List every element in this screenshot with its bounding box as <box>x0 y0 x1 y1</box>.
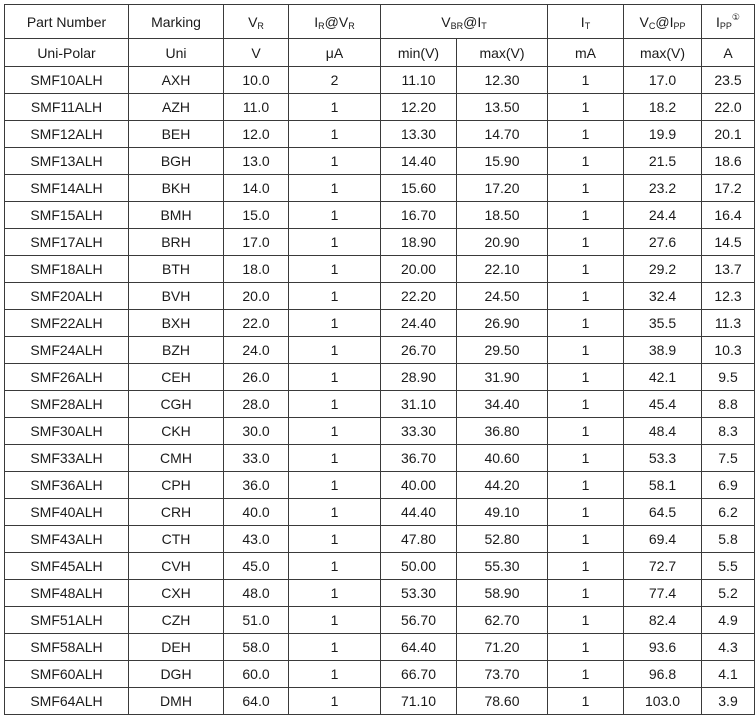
cell-ipp: 10.3 <box>702 337 755 364</box>
cell-part-number: SMF64ALH <box>5 688 129 715</box>
cell-vbr-min: 13.30 <box>381 121 457 148</box>
cell-part-number: SMF24ALH <box>5 337 129 364</box>
cell-marking: BTH <box>129 256 224 283</box>
table-row <box>5 67 755 94</box>
cell-vbr-min: 36.70 <box>381 445 457 472</box>
cell-it: 1 <box>548 310 624 337</box>
cell-vbr-min: 31.10 <box>381 391 457 418</box>
cell-vbr-max: 78.60 <box>457 688 548 715</box>
cell-it: 1 <box>548 418 624 445</box>
cell-vr: 18.0 <box>224 256 289 283</box>
cell-vc: 48.4 <box>624 418 702 445</box>
cell-vr: 58.0 <box>224 634 289 661</box>
cell-ir: 1 <box>289 418 381 445</box>
table-row <box>5 175 755 202</box>
cell-part-number: SMF51ALH <box>5 607 129 634</box>
header-row <box>5 5 755 39</box>
cell-it: 1 <box>548 121 624 148</box>
table-row <box>5 364 755 391</box>
cell-marking: CTH <box>129 526 224 553</box>
cell-ir: 1 <box>289 310 381 337</box>
cell-vbr-min: 64.40 <box>381 634 457 661</box>
cell-vbr-max: 15.90 <box>457 148 548 175</box>
cell-vbr-max: 20.90 <box>457 229 548 256</box>
unit-ipp: A <box>702 39 755 67</box>
cell-marking: CEH <box>129 364 224 391</box>
cell-marking: CGH <box>129 391 224 418</box>
spec-table <box>4 4 755 715</box>
cell-ir: 1 <box>289 256 381 283</box>
cell-it: 1 <box>548 229 624 256</box>
cell-vr: 33.0 <box>224 445 289 472</box>
cell-vbr-min: 44.40 <box>381 499 457 526</box>
cell-ipp: 5.5 <box>702 553 755 580</box>
cell-ir: 1 <box>289 661 381 688</box>
cell-vr: 10.0 <box>224 67 289 94</box>
cell-ir: 1 <box>289 391 381 418</box>
cell-part-number: SMF60ALH <box>5 661 129 688</box>
cell-it: 1 <box>548 688 624 715</box>
cell-vbr-min: 24.40 <box>381 310 457 337</box>
cell-ipp: 11.3 <box>702 310 755 337</box>
table-row <box>5 634 755 661</box>
cell-part-number: SMF36ALH <box>5 472 129 499</box>
cell-vc: 42.1 <box>624 364 702 391</box>
cell-part-number: SMF20ALH <box>5 283 129 310</box>
cell-vr: 20.0 <box>224 283 289 310</box>
cell-vr: 40.0 <box>224 499 289 526</box>
table-row <box>5 310 755 337</box>
cell-ir: 1 <box>289 229 381 256</box>
header-ir-at-vr: $I_R@V_R$ <box>289 5 381 39</box>
cell-vr: 15.0 <box>224 202 289 229</box>
unit-it: mA <box>548 39 624 67</box>
cell-it: 1 <box>548 67 624 94</box>
cell-part-number: SMF22ALH <box>5 310 129 337</box>
table-row <box>5 94 755 121</box>
cell-vbr-min: 11.10 <box>381 67 457 94</box>
table-row <box>5 391 755 418</box>
cell-vc: 45.4 <box>624 391 702 418</box>
cell-marking: BVH <box>129 283 224 310</box>
cell-vbr-min: 15.60 <box>381 175 457 202</box>
cell-marking: DMH <box>129 688 224 715</box>
table-body <box>5 67 755 715</box>
cell-vr: 17.0 <box>224 229 289 256</box>
header-ipp: $I_{PP}^①$ <box>702 5 755 39</box>
cell-vbr-max: 18.50 <box>457 202 548 229</box>
header-vbr-at-it: $V_{BR}@I_T$ <box>381 5 548 39</box>
cell-ipp: 17.2 <box>702 175 755 202</box>
cell-it: 1 <box>548 607 624 634</box>
cell-part-number: SMF12ALH <box>5 121 129 148</box>
cell-vr: 13.0 <box>224 148 289 175</box>
cell-vc: 72.7 <box>624 553 702 580</box>
cell-ipp: 4.1 <box>702 661 755 688</box>
cell-vbr-max: 49.10 <box>457 499 548 526</box>
cell-vr: 22.0 <box>224 310 289 337</box>
cell-ipp: 5.2 <box>702 580 755 607</box>
unit-vc: max(V) <box>624 39 702 67</box>
cell-vc: 23.2 <box>624 175 702 202</box>
table-row <box>5 121 755 148</box>
cell-vbr-min: 53.30 <box>381 580 457 607</box>
table-row <box>5 202 755 229</box>
cell-ir: 1 <box>289 688 381 715</box>
cell-vc: 58.1 <box>624 472 702 499</box>
cell-marking: CXH <box>129 580 224 607</box>
cell-vbr-max: 29.50 <box>457 337 548 364</box>
cell-ipp: 14.5 <box>702 229 755 256</box>
cell-vr: 64.0 <box>224 688 289 715</box>
cell-vbr-max: 58.90 <box>457 580 548 607</box>
cell-marking: BRH <box>129 229 224 256</box>
cell-ir: 1 <box>289 607 381 634</box>
cell-ir: 1 <box>289 175 381 202</box>
cell-vbr-max: 34.40 <box>457 391 548 418</box>
cell-vc: 19.9 <box>624 121 702 148</box>
table-row <box>5 580 755 607</box>
cell-ipp: 23.5 <box>702 67 755 94</box>
cell-ir: 1 <box>289 337 381 364</box>
cell-vr: 14.0 <box>224 175 289 202</box>
cell-vbr-max: 73.70 <box>457 661 548 688</box>
cell-marking: DEH <box>129 634 224 661</box>
cell-it: 1 <box>548 580 624 607</box>
cell-part-number: SMF13ALH <box>5 148 129 175</box>
cell-ir: 1 <box>289 580 381 607</box>
cell-it: 1 <box>548 283 624 310</box>
cell-vbr-min: 18.90 <box>381 229 457 256</box>
cell-it: 1 <box>548 661 624 688</box>
header-part-number: Part Number <box>5 5 129 39</box>
cell-vbr-min: 40.00 <box>381 472 457 499</box>
cell-marking: CPH <box>129 472 224 499</box>
cell-vbr-min: 66.70 <box>381 661 457 688</box>
cell-vbr-min: 56.70 <box>381 607 457 634</box>
cell-ir: 1 <box>289 526 381 553</box>
cell-part-number: SMF30ALH <box>5 418 129 445</box>
cell-ipp: 5.8 <box>702 526 755 553</box>
cell-vc: 18.2 <box>624 94 702 121</box>
cell-ipp: 7.5 <box>702 445 755 472</box>
cell-ipp: 16.4 <box>702 202 755 229</box>
cell-ipp: 20.1 <box>702 121 755 148</box>
cell-vr: 60.0 <box>224 661 289 688</box>
cell-vr: 43.0 <box>224 526 289 553</box>
cell-marking: DGH <box>129 661 224 688</box>
cell-part-number: SMF45ALH <box>5 553 129 580</box>
unit-vbr-max: max(V) <box>457 39 548 67</box>
cell-vc: 38.9 <box>624 337 702 364</box>
cell-vr: 12.0 <box>224 121 289 148</box>
cell-vbr-max: 24.50 <box>457 283 548 310</box>
cell-vbr-max: 52.80 <box>457 526 548 553</box>
cell-vc: 29.2 <box>624 256 702 283</box>
unit-part-number: Uni-Polar <box>5 39 129 67</box>
cell-vc: 32.4 <box>624 283 702 310</box>
table-row <box>5 256 755 283</box>
cell-it: 1 <box>548 337 624 364</box>
cell-marking: CZH <box>129 607 224 634</box>
cell-marking: BXH <box>129 310 224 337</box>
cell-vbr-max: 36.80 <box>457 418 548 445</box>
cell-vbr-min: 33.30 <box>381 418 457 445</box>
table-row <box>5 607 755 634</box>
cell-vbr-min: 16.70 <box>381 202 457 229</box>
cell-vr: 30.0 <box>224 418 289 445</box>
cell-it: 1 <box>548 499 624 526</box>
cell-marking: BZH <box>129 337 224 364</box>
cell-ir: 2 <box>289 67 381 94</box>
cell-it: 1 <box>548 445 624 472</box>
cell-it: 1 <box>548 472 624 499</box>
table-row <box>5 526 755 553</box>
cell-marking: AXH <box>129 67 224 94</box>
header-vc-at-ipp: $V_C@I_{PP}$ <box>624 5 702 39</box>
table-row <box>5 472 755 499</box>
cell-marking: BKH <box>129 175 224 202</box>
cell-it: 1 <box>548 94 624 121</box>
cell-ipp: 4.9 <box>702 607 755 634</box>
cell-vr: 51.0 <box>224 607 289 634</box>
table-row <box>5 499 755 526</box>
cell-marking: BGH <box>129 148 224 175</box>
cell-vc: 64.5 <box>624 499 702 526</box>
cell-part-number: SMF43ALH <box>5 526 129 553</box>
cell-ir: 1 <box>289 202 381 229</box>
cell-ir: 1 <box>289 283 381 310</box>
cell-vbr-max: 55.30 <box>457 553 548 580</box>
cell-marking: CVH <box>129 553 224 580</box>
unit-ir: μA <box>289 39 381 67</box>
cell-ir: 1 <box>289 553 381 580</box>
units-row <box>5 39 755 67</box>
cell-it: 1 <box>548 634 624 661</box>
cell-vbr-max: 13.50 <box>457 94 548 121</box>
cell-ipp: 6.2 <box>702 499 755 526</box>
unit-marking: Uni <box>129 39 224 67</box>
cell-ipp: 8.8 <box>702 391 755 418</box>
cell-vr: 28.0 <box>224 391 289 418</box>
cell-part-number: SMF14ALH <box>5 175 129 202</box>
cell-marking: BEH <box>129 121 224 148</box>
cell-ir: 1 <box>289 472 381 499</box>
cell-it: 1 <box>548 391 624 418</box>
cell-vbr-max: 40.60 <box>457 445 548 472</box>
cell-ipp: 9.5 <box>702 364 755 391</box>
cell-vbr-max: 14.70 <box>457 121 548 148</box>
table-row <box>5 688 755 715</box>
unit-vbr-min: min(V) <box>381 39 457 67</box>
table-row <box>5 337 755 364</box>
cell-vbr-min: 26.70 <box>381 337 457 364</box>
cell-vbr-min: 47.80 <box>381 526 457 553</box>
cell-part-number: SMF40ALH <box>5 499 129 526</box>
cell-vr: 24.0 <box>224 337 289 364</box>
header-vr: $V_R$ <box>224 5 289 39</box>
cell-vbr-max: 71.20 <box>457 634 548 661</box>
cell-vc: 21.5 <box>624 148 702 175</box>
cell-part-number: SMF33ALH <box>5 445 129 472</box>
cell-part-number: SMF26ALH <box>5 364 129 391</box>
cell-vbr-min: 71.10 <box>381 688 457 715</box>
cell-it: 1 <box>548 148 624 175</box>
cell-part-number: SMF48ALH <box>5 580 129 607</box>
cell-it: 1 <box>548 202 624 229</box>
cell-it: 1 <box>548 175 624 202</box>
cell-marking: BMH <box>129 202 224 229</box>
cell-part-number: SMF10ALH <box>5 67 129 94</box>
cell-part-number: SMF28ALH <box>5 391 129 418</box>
cell-ir: 1 <box>289 364 381 391</box>
cell-part-number: SMF58ALH <box>5 634 129 661</box>
cell-vc: 35.5 <box>624 310 702 337</box>
cell-ir: 1 <box>289 445 381 472</box>
cell-vbr-min: 50.00 <box>381 553 457 580</box>
cell-vbr-max: 44.20 <box>457 472 548 499</box>
table-row <box>5 148 755 175</box>
table-row <box>5 445 755 472</box>
table-row <box>5 553 755 580</box>
unit-vr: V <box>224 39 289 67</box>
cell-vr: 26.0 <box>224 364 289 391</box>
cell-ir: 1 <box>289 634 381 661</box>
cell-ipp: 22.0 <box>702 94 755 121</box>
header-marking: Marking <box>129 5 224 39</box>
cell-ir: 1 <box>289 148 381 175</box>
cell-ipp: 8.3 <box>702 418 755 445</box>
cell-vbr-max: 31.90 <box>457 364 548 391</box>
cell-marking: AZH <box>129 94 224 121</box>
table-row <box>5 418 755 445</box>
cell-vc: 103.0 <box>624 688 702 715</box>
cell-vc: 69.4 <box>624 526 702 553</box>
cell-vc: 27.6 <box>624 229 702 256</box>
cell-marking: CRH <box>129 499 224 526</box>
cell-vr: 48.0 <box>224 580 289 607</box>
cell-vc: 17.0 <box>624 67 702 94</box>
cell-ir: 1 <box>289 499 381 526</box>
cell-vbr-min: 14.40 <box>381 148 457 175</box>
cell-vc: 53.3 <box>624 445 702 472</box>
cell-vbr-max: 62.70 <box>457 607 548 634</box>
cell-vr: 45.0 <box>224 553 289 580</box>
cell-vbr-min: 20.00 <box>381 256 457 283</box>
cell-marking: CKH <box>129 418 224 445</box>
cell-vbr-min: 22.20 <box>381 283 457 310</box>
cell-vc: 82.4 <box>624 607 702 634</box>
cell-vbr-max: 12.30 <box>457 67 548 94</box>
cell-vc: 93.6 <box>624 634 702 661</box>
cell-ir: 1 <box>289 94 381 121</box>
cell-marking: CMH <box>129 445 224 472</box>
cell-vbr-max: 22.10 <box>457 256 548 283</box>
cell-ipp: 13.7 <box>702 256 755 283</box>
cell-vc: 96.8 <box>624 661 702 688</box>
cell-it: 1 <box>548 553 624 580</box>
table-row <box>5 229 755 256</box>
cell-it: 1 <box>548 526 624 553</box>
header-it: $I_T$ <box>548 5 624 39</box>
table-row <box>5 661 755 688</box>
cell-ipp: 6.9 <box>702 472 755 499</box>
table-row <box>5 283 755 310</box>
cell-part-number: SMF17ALH <box>5 229 129 256</box>
cell-vbr-max: 26.90 <box>457 310 548 337</box>
cell-ipp: 18.6 <box>702 148 755 175</box>
cell-vc: 24.4 <box>624 202 702 229</box>
cell-it: 1 <box>548 364 624 391</box>
cell-vr: 11.0 <box>224 94 289 121</box>
cell-it: 1 <box>548 256 624 283</box>
cell-vbr-min: 12.20 <box>381 94 457 121</box>
cell-vr: 36.0 <box>224 472 289 499</box>
cell-part-number: SMF11ALH <box>5 94 129 121</box>
cell-part-number: SMF15ALH <box>5 202 129 229</box>
cell-ipp: 3.9 <box>702 688 755 715</box>
cell-ipp: 12.3 <box>702 283 755 310</box>
cell-vc: 77.4 <box>624 580 702 607</box>
cell-vbr-max: 17.20 <box>457 175 548 202</box>
cell-ir: 1 <box>289 121 381 148</box>
cell-vbr-min: 28.90 <box>381 364 457 391</box>
cell-part-number: SMF18ALH <box>5 256 129 283</box>
cell-ipp: 4.3 <box>702 634 755 661</box>
